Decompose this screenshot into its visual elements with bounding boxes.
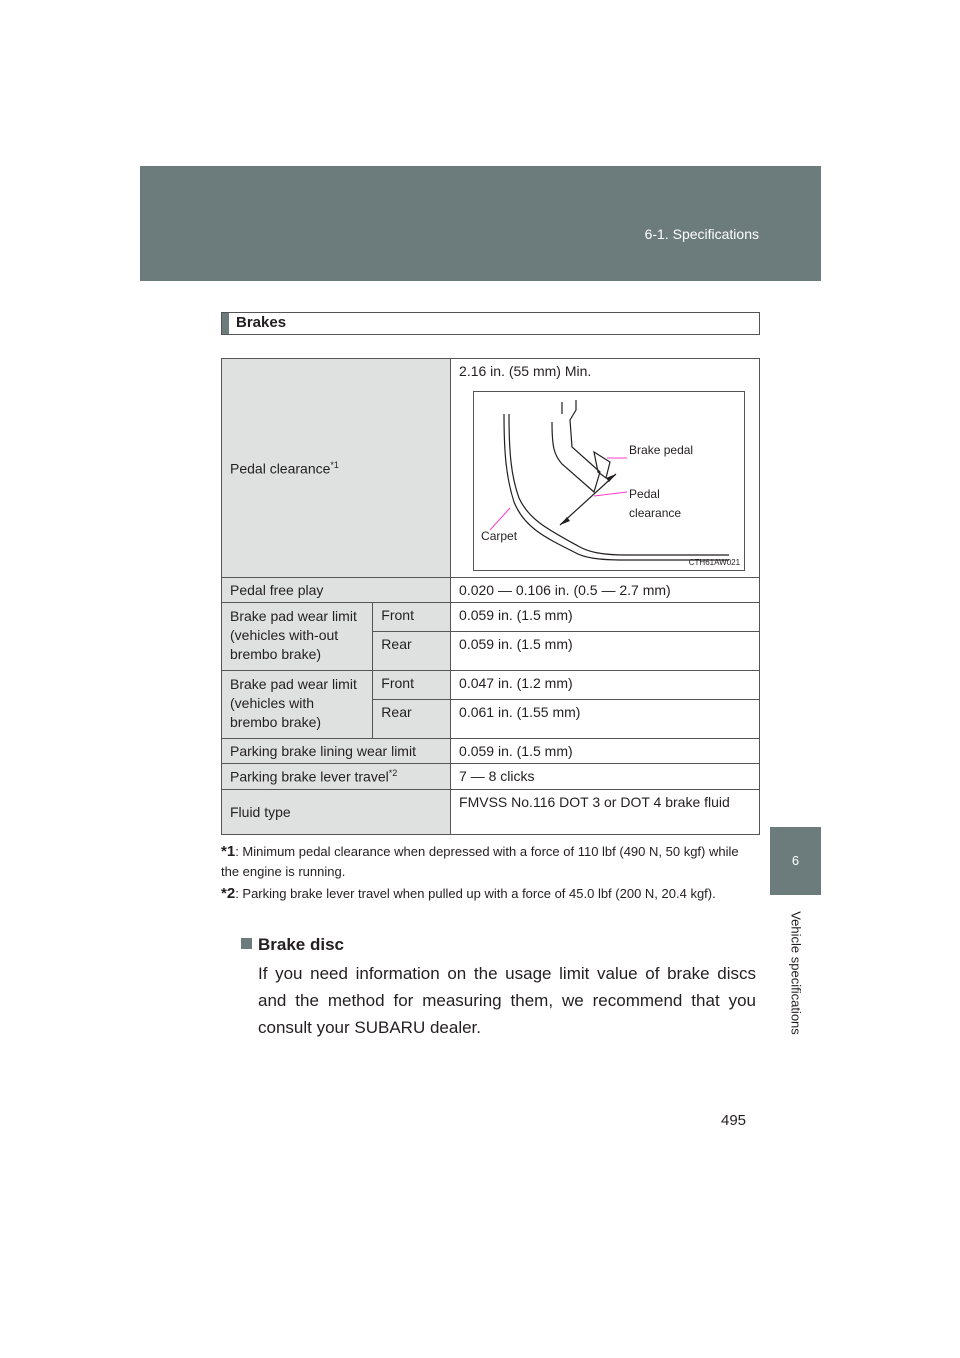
brake-disc-heading [241,935,344,955]
table-row [222,671,760,700]
pedal-free-play-label: Pedal free play [222,578,451,603]
pad-with-brembo-label: Brake pad wear limit (vehicles with brembo brake) [222,671,373,739]
fluid-type-label: Fluid type [222,789,451,834]
figure-code: CTH61AW021 [688,558,741,567]
section-title: Brakes [236,314,287,331]
carpet-label: Carpet [481,529,518,543]
footnote-1 [221,842,759,882]
footnote-ref-1: *1 [330,459,339,470]
page-header [140,166,821,281]
table-row [222,739,760,764]
brake-spec-table [221,358,760,835]
table-row [222,764,760,790]
pedal-clearance-value: 2.16 in. (55 mm) Min. [459,363,592,379]
chapter-tab[interactable]: 6 [770,827,821,895]
footnote-2 [221,884,759,904]
page-number: 495 [721,1112,747,1129]
bullet-square-icon [241,938,252,949]
lining-wear-value: 0.059 in. (1.5 mm) [451,739,760,764]
table-row [222,578,760,603]
table-row [222,359,760,578]
pad-without-brembo-rear-value: 0.059 in. (1.5 mm) [451,632,760,671]
pedal-clearance-diagram-label-2: clearance [629,506,682,520]
lever-travel-label-cell [222,764,451,790]
lever-travel-label: Parking brake lever travel [230,768,389,785]
brake-disc-title: Brake disc [258,935,344,954]
footnote-1-mark: *1 [221,843,236,860]
pedal-clearance-label: Pedal clearance [230,460,331,477]
lining-wear-label: Parking brake lining wear limit [222,739,451,764]
footnote-1-text: : Minimum pedal clearance when depressed with a force of 110 lbf (490 N, 50 kgf) while the engine is running. [221,844,739,879]
pedal-free-play-value: 0.020 — 0.106 in. (0.5 — 2.7 mm) [451,578,760,603]
pad-without-brembo-front-label: Front [373,603,451,632]
pedal-clearance-value-cell [451,359,760,578]
footnote-ref-2: *2 [388,768,398,778]
section-title-bar [221,312,760,335]
pedal-diagram-svg [474,392,744,570]
pedal-clearance-diagram [473,391,745,571]
pedal-clearance-label-cell [222,359,451,578]
pad-with-brembo-front-label: Front [373,671,451,700]
chapter-title: Vehicle specifications [788,910,803,1035]
table-row [222,789,760,834]
fluid-type-value: FMVSS No.116 DOT 3 or DOT 4 brake fluid [451,789,760,834]
lever-travel-value: 7 — 8 clicks [451,764,760,790]
pad-without-brembo-label: Brake pad wear limit (vehicles with-out brembo brake) [222,603,373,671]
table-row [222,603,760,632]
footnote-2-text: : Parking brake lever travel when pulled up with a force of 45.0 lbf (200 N, 20.4 kgf). [235,886,716,901]
footnote-2-mark: *2 [221,885,236,902]
section-breadcrumb: 6-1. Specifications [644,226,759,242]
pad-without-brembo-rear-label: Rear [373,632,451,671]
pad-without-brembo-front-value: 0.059 in. (1.5 mm) [451,603,760,632]
pad-with-brembo-rear-label: Rear [373,700,451,739]
pad-with-brembo-rear-value: 0.061 in. (1.55 mm) [451,700,760,739]
pedal-clearance-diagram-label: Pedal [629,487,660,501]
brake-disc-paragraph: If you need information on the usage limit value of brake discs and the method for measuring them, we recommend that you consult your SUBARU dealer. [258,964,756,1037]
section-accent [222,313,229,334]
brake-pedal-label: Brake pedal [629,443,694,457]
pad-with-brembo-front-value: 0.047 in. (1.2 mm) [451,671,760,700]
